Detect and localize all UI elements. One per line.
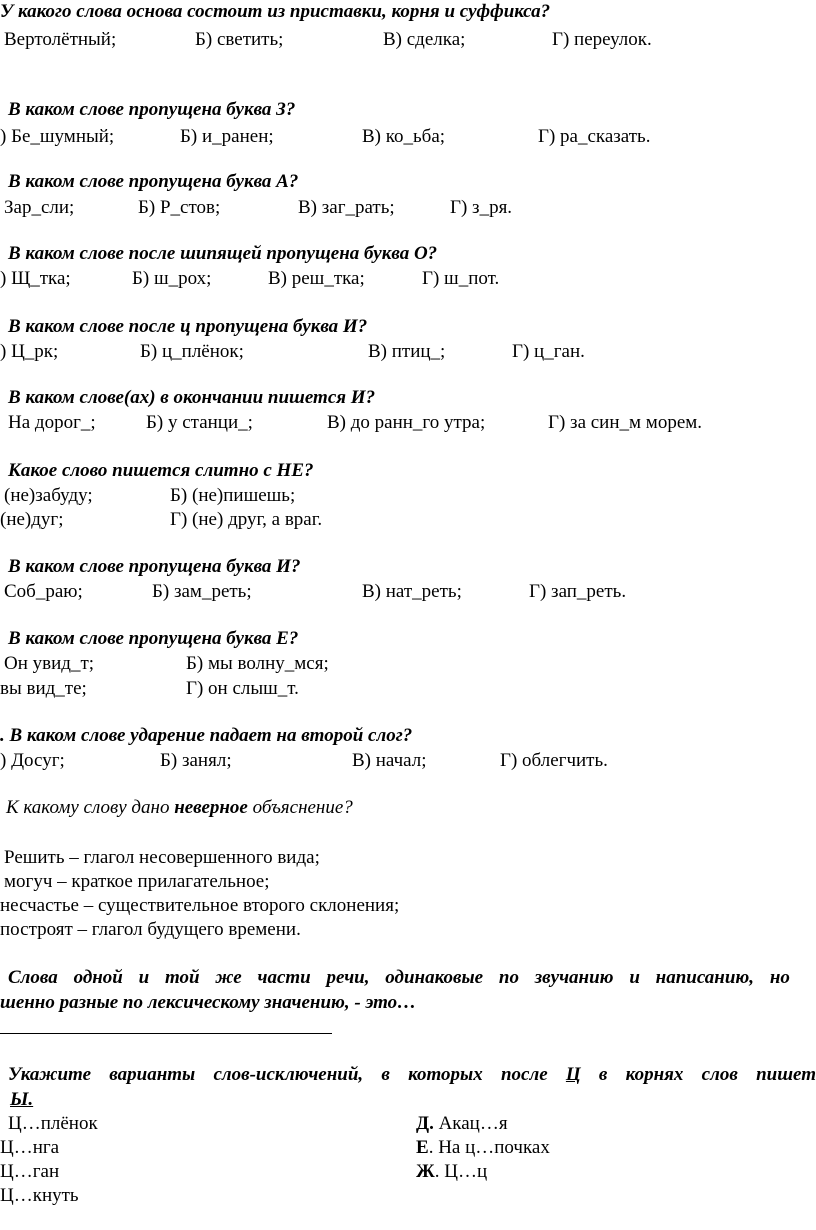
question-13-line-1: Укажите варианты слов-исключений, в которых после Ц в корнях слов пишет	[8, 1064, 816, 1085]
option-7a: (не)забуду;	[4, 485, 93, 506]
option-7b: Б) (не)пишешь;	[170, 485, 296, 506]
question-11-bold: неверное	[174, 797, 248, 818]
question-4: В каком слове после шипящей пропущена буква О?	[8, 243, 438, 264]
option-9c: вы вид_те;	[0, 678, 87, 699]
option-4c: В) реш_тка;	[268, 268, 365, 289]
question-2: В каком слове пропущена буква З?	[8, 99, 296, 120]
q11-item-1: Решить – глагол несовершенного вида;	[4, 847, 320, 868]
option-6d: Г) за син_м морем.	[548, 412, 703, 433]
option-10d: Г) облегчить.	[500, 750, 608, 771]
question-7: Какое слово пишется слитно с НЕ?	[8, 460, 314, 481]
option-7d: Г) (не) друг, а враг.	[170, 509, 323, 530]
question-10: . В каком слове ударение падает на второй слог?	[0, 725, 413, 746]
option-3b: Б) Р_стов;	[138, 197, 221, 218]
q13-left-3: Ц…ган	[0, 1161, 60, 1182]
option-5d: Г) ц_ган.	[512, 341, 585, 362]
option-1d: Г) переулок.	[552, 29, 652, 50]
option-8a: Соб_раю;	[4, 581, 83, 602]
question-1: У какого слова основа состоит из приставки, корня и суффикса?	[0, 1, 551, 22]
option-6b: Б) у станци_;	[146, 412, 253, 433]
option-1a: Вертолётный;	[4, 29, 117, 50]
option-5b: Б) ц_плёнок;	[140, 341, 244, 362]
answer-line	[0, 1033, 332, 1034]
option-5a: ) Ц_рк;	[0, 341, 59, 362]
option-10c: В) начал;	[352, 750, 427, 771]
option-1c: В) сделка;	[383, 29, 466, 50]
letter-ts-underlined: Ц	[565, 1064, 581, 1085]
option-4a: ) Щ_тка;	[0, 268, 71, 289]
q11-item-3: несчастье – существительное второго склонения;	[0, 895, 400, 916]
option-8d: Г) зап_реть.	[529, 581, 627, 602]
q13-left-4: Ц…кнуть	[0, 1185, 79, 1206]
q13-right-2: Е. На ц…почках	[416, 1137, 550, 1158]
option-5c: В) птиц_;	[368, 341, 446, 362]
question-11	[6, 796, 353, 820]
option-2c: В) ко_ьба;	[362, 126, 446, 147]
question-13-line-2: Ы.	[10, 1089, 34, 1110]
option-3d: Г) з_ря.	[450, 197, 513, 218]
option-3c: В) заг_рать;	[298, 197, 395, 218]
option-2b: Б) и_ранен;	[180, 126, 274, 147]
option-4d: Г) ш_пот.	[422, 268, 500, 289]
option-8b: Б) зам_реть;	[152, 581, 252, 602]
q13-left-1: Ц…плёнок	[8, 1113, 98, 1134]
option-9b: Б) мы волну_мся;	[186, 653, 329, 674]
option-8c: В) нат_реть;	[362, 581, 462, 602]
option-6a: На дорог_;	[8, 412, 96, 433]
option-3a: Зар_сли;	[4, 197, 75, 218]
q13-left-2: Ц…нга	[0, 1137, 60, 1158]
option-9d: Г) он слыш_т.	[186, 678, 299, 699]
option-10b: Б) занял;	[160, 750, 232, 771]
q13-right-1: Д. Акац…я	[416, 1113, 508, 1134]
question-8: В каком слове пропущена буква И?	[8, 556, 301, 577]
option-4b: Б) ш_рох;	[132, 268, 212, 289]
option-9a: Он увид_т;	[4, 653, 95, 674]
question-5: В каком слове после ц пропущена буква И?	[8, 316, 368, 337]
option-1b: Б) светить;	[195, 29, 284, 50]
question-12-line-2: шенно разные по лексическому значению, - это…	[0, 992, 417, 1013]
option-7c: (не)дуг;	[0, 509, 64, 530]
q11-item-2: могуч – краткое прилагательное;	[4, 871, 270, 892]
option-6c: В) до ранн_го утра;	[327, 412, 486, 433]
q13-right-3: Ж. Ц…ц	[416, 1161, 488, 1182]
question-12-line-1: Слова одной и той же части речи, одинаковые по звучанию и написанию, но	[8, 967, 790, 988]
option-2d: Г) ра_сказать.	[538, 126, 651, 147]
option-2a: ) Бе_шумный;	[0, 126, 115, 147]
question-6: В каком слове(ах) в окончании пишется И?	[8, 387, 376, 408]
question-11-after: объяснение?	[247, 797, 353, 818]
q11-item-4: построят – глагол будущего времени.	[0, 919, 301, 940]
question-3: В каком слове пропущена буква А?	[8, 171, 299, 192]
option-10a: ) Досуг;	[0, 750, 65, 771]
question-9: В каком слове пропущена буква Е?	[8, 628, 299, 649]
question-11-before: К какому слову дано	[6, 797, 175, 818]
